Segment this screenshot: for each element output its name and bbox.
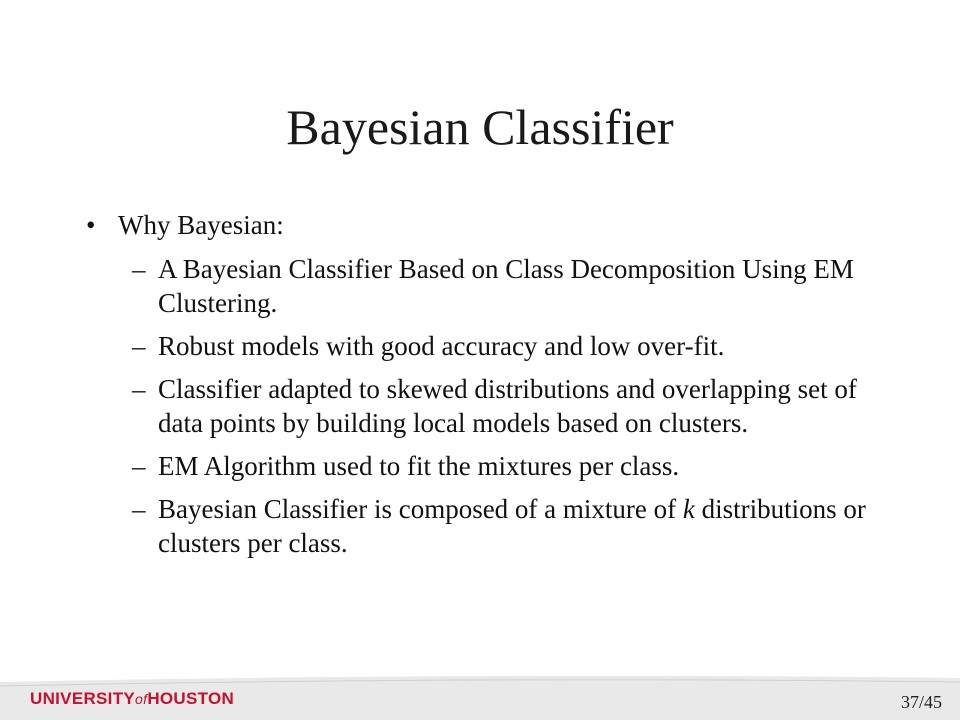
- logo-university: UNIVERSITY: [30, 689, 136, 708]
- sub-point-text-after: distributions or clusters per class.: [158, 494, 866, 558]
- logo-houston: HOUSTON: [147, 689, 235, 708]
- emphasis-variable: k: [682, 494, 695, 524]
- sub-point-text: EM Algorithm used to fit the mixtures per class.: [158, 451, 680, 481]
- sub-point-text: A Bayesian Classifier Based on Class Decomposition Using EM Clustering.: [158, 254, 854, 318]
- logo-of: of: [135, 691, 148, 707]
- page-number: 37/45: [900, 692, 942, 712]
- sub-point: [86, 329, 886, 363]
- section-heading: Why Bayesian:: [118, 210, 284, 240]
- slide-title: Bayesian Classifier: [286, 99, 674, 155]
- dash-marker: –: [132, 331, 146, 361]
- dash-marker: –: [132, 494, 146, 524]
- sub-point: [86, 372, 886, 440]
- bullet-list: [86, 208, 886, 569]
- sub-point: [86, 252, 886, 320]
- dash-marker: –: [132, 374, 146, 404]
- sub-point-text: Classifier adapted to skewed distributions and overlapping set of data points by building local models based on clusters.: [158, 374, 857, 438]
- university-of-houston-logo: [30, 688, 234, 710]
- sub-point-text: Robust models with good accuracy and low over-fit.: [158, 331, 725, 361]
- bullet-why-bayesian: [86, 208, 886, 242]
- dash-marker: –: [132, 254, 146, 284]
- bullet-marker: •: [86, 210, 96, 240]
- sub-point: [86, 449, 886, 483]
- sub-point: [86, 492, 886, 560]
- sub-point-text-before: Bayesian Classifier is composed of a mixture of: [158, 494, 683, 524]
- dash-marker: –: [132, 451, 146, 481]
